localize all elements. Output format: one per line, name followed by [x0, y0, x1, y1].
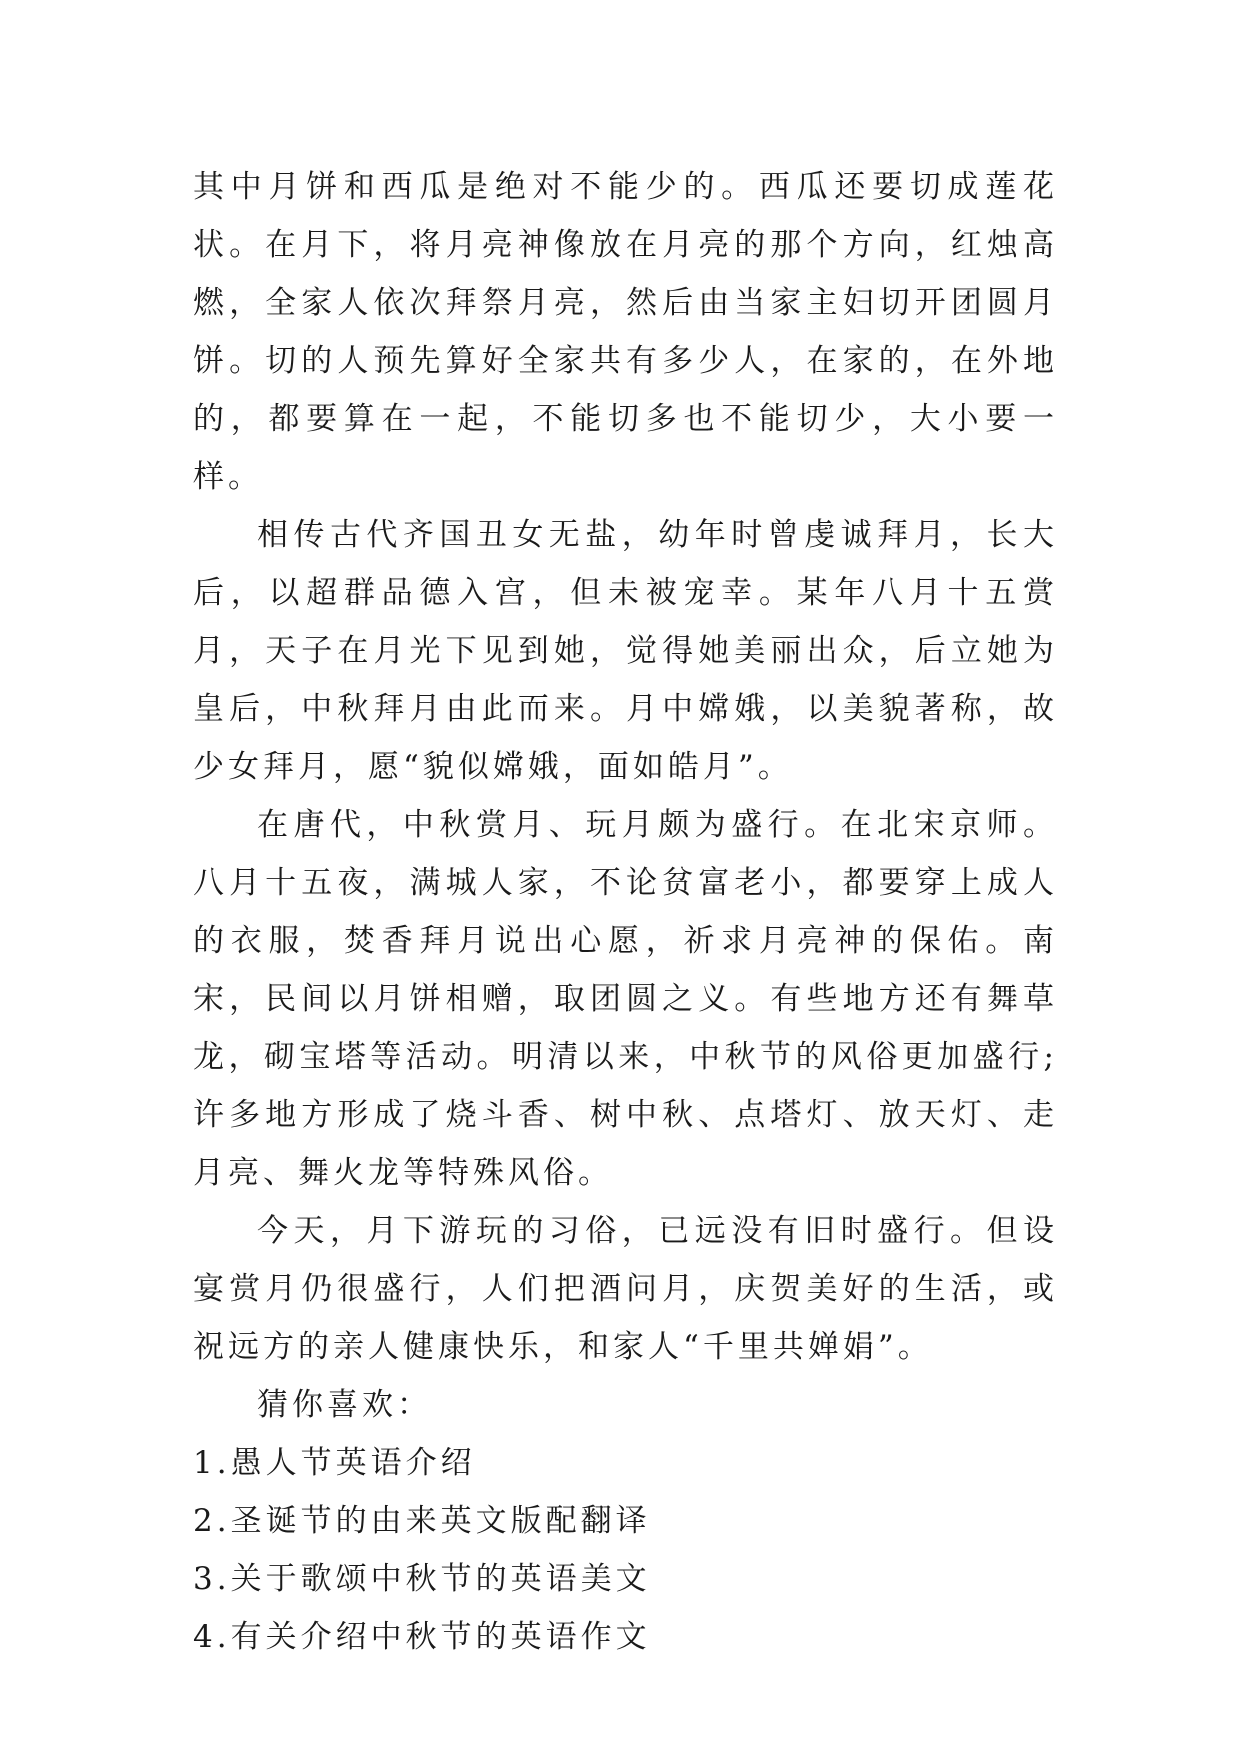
paragraph-modern-customs: 今天，月下游玩的习俗，已远没有旧时盛行。但设宴赏月仍很盛行，人们把酒问月，庆贺美好的生活，或祝远方的亲人健康快乐，和家人“千里共婵娟”。 — [193, 1213, 1058, 1365]
related-heading: 猜你喜欢： — [257, 1387, 432, 1423]
related-link-christmas-origin[interactable]: 2.圣诞节的由来英文版配翻译 — [193, 1503, 651, 1539]
document-body — [193, 158, 1058, 1666]
related-link-april-fools[interactable]: 1.愚人节英语介绍 — [193, 1445, 476, 1481]
related-link-mid-autumn-essay[interactable]: 3.关于歌颂中秋节的英语美文 — [193, 1561, 651, 1597]
related-link-mid-autumn-composition[interactable]: 4.有关介绍中秋节的英语作文 — [193, 1619, 651, 1655]
paragraph-wuyan-legend: 相传古代齐国丑女无盐，幼年时曾虔诚拜月，长大后，以超群品德入宫，但未被宠幸。某年八月十五赏月，天子在月光下见到她，觉得她美丽出众，后立她为皇后，中秋拜月由此而来。月中嫦娥，以美貌著称，故少女拜月，愿“貌似嫦娥，面如皓月”。 — [193, 517, 1058, 785]
paragraph-moon-worship-customs: 其中月饼和西瓜是绝对不能少的。西瓜还要切成莲花状。在月下，将月亮神像放在月亮的那个方向，红烛高燃，全家人依次拜祭月亮，然后由当家主妇切开团圆月饼。切的人预先算好全家共有多少人，在家的，在外地的，都要算在一起，不能切多也不能切少，大小要一样。 — [193, 169, 1058, 495]
paragraph-historical-customs: 在唐代，中秋赏月、玩月颇为盛行。在北宋京师。八月十五夜，满城人家，不论贫富老小，都要穿上成人的衣服，焚香拜月说出心愿，祈求月亮神的保佑。南宋，民间以月饼相赠，取团圆之义。有些地方还有舞草龙，砌宝塔等活动。明清以来，中秋节的风俗更加盛行;许多地方形成了烧斗香、树中秋、点塔灯、放天灯、走月亮、舞火龙等特殊风俗。 — [193, 807, 1058, 1191]
